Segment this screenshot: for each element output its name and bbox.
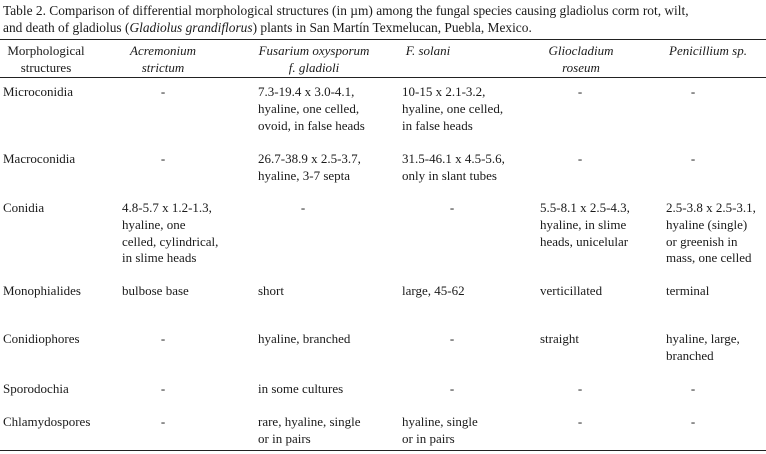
table-cell-line: - <box>449 381 455 396</box>
table-cell <box>402 414 478 448</box>
column-header-0 <box>1 43 91 77</box>
table-cell-line: hyaline, branched <box>258 331 351 346</box>
table-cell-line: in slime heads <box>122 250 197 266</box>
table-cell-line: - <box>160 151 166 166</box>
table-cell-line: ovoid, in false heads <box>258 117 365 133</box>
table-header-rule <box>0 77 766 78</box>
table-cell-line: bulbose base <box>122 283 189 298</box>
column-header-2 <box>239 43 389 77</box>
table-cell-line: 4.8-5.7 x 1.2-1.3, <box>122 200 212 215</box>
table-cell <box>153 151 173 168</box>
column-header-5 <box>653 43 763 60</box>
table-cell-line: in false heads <box>402 117 473 133</box>
table-cell <box>402 283 465 300</box>
table-cell-line: hyaline, 3-7 septa <box>258 167 351 183</box>
column-header-4 <box>526 43 636 77</box>
table-cell-line: - <box>160 84 166 99</box>
table-cell-line: 7.3-19.4 x 3.0-4.1, <box>258 84 355 99</box>
table-cell-line: or in pairs <box>258 430 311 446</box>
table-cell <box>666 283 709 300</box>
table-cell-line: - <box>690 381 696 396</box>
table-cell <box>666 200 756 267</box>
table-cell-line: only in slant tubes <box>402 167 497 183</box>
table-cell-line: hyaline, large, <box>666 331 740 346</box>
table-cell <box>570 151 590 168</box>
table-cell-line: hyaline, one celled, <box>402 100 504 116</box>
table-cell <box>122 200 218 267</box>
table-cell <box>402 84 503 134</box>
table-cell <box>258 414 361 448</box>
column-header-3-line: F. solani <box>405 43 451 58</box>
table-cell-line: - <box>690 414 696 429</box>
table-cell-line: short <box>258 283 284 298</box>
table-cell-line: branched <box>666 347 714 363</box>
table-cell <box>570 381 590 398</box>
table-cell <box>153 331 173 348</box>
table-cell-line: - <box>449 200 455 215</box>
caption-text-2: and death of gladiolus ( <box>3 20 130 35</box>
table-cell-line: rare, hyaline, single <box>258 414 361 429</box>
table-cell <box>293 200 313 217</box>
table-cell-line: hyaline, in slime <box>540 216 627 232</box>
table-cell <box>442 331 462 348</box>
row-label: Chlamydospores <box>3 414 91 429</box>
row-label: Sporodochia <box>3 381 69 396</box>
table-cell <box>402 151 505 185</box>
table-cell-line: straight <box>540 331 579 346</box>
table-cell-line: - <box>160 331 166 346</box>
table-cell-line: hyaline, single <box>402 414 478 429</box>
table-cell <box>153 381 173 398</box>
table-cell-line: - <box>160 414 166 429</box>
table-cell-line: - <box>300 200 306 215</box>
column-header-5-line: Penicillium sp. <box>669 43 747 58</box>
table-cell <box>683 414 703 431</box>
table-cell <box>153 84 173 101</box>
table-cell-line: hyaline (single) <box>666 216 748 232</box>
table-top-rule <box>0 39 766 40</box>
table-cell-line: or in pairs <box>402 430 455 446</box>
table-cell-line: heads, unicelular <box>540 233 629 249</box>
column-header-0-line: structures <box>20 59 72 75</box>
table-cell-line: 5.5-8.1 x 2.5-4.3, <box>540 200 630 215</box>
column-header-2-line: Fusarium oxysporum <box>258 43 370 58</box>
table-cell <box>258 331 350 348</box>
table-cell <box>258 151 361 185</box>
table-cell-line: hyaline, one <box>122 216 186 232</box>
column-header-1 <box>108 43 218 77</box>
table-bottom-rule <box>0 450 766 451</box>
table-cell-line: - <box>690 84 696 99</box>
table-cell-line: - <box>577 381 583 396</box>
row-label: Macroconidia <box>3 151 76 166</box>
table-cell-line: - <box>577 84 583 99</box>
column-header-2-line: f. gladioli <box>288 59 340 75</box>
row-label: Monophialides <box>3 283 81 298</box>
table-cell-line: - <box>577 151 583 166</box>
table-cell <box>442 200 462 217</box>
column-header-4-line: Gliocladium <box>548 43 614 58</box>
table-cell <box>258 84 365 134</box>
caption-text-1: Table 2. Comparison of differential morphological structures (in µm) among the fungal species causing gladiolus corm rot, wilt, <box>3 3 689 18</box>
row-label: Conidia <box>3 200 45 215</box>
table-cell <box>153 414 173 431</box>
column-header-4-line: roseum <box>562 59 600 75</box>
table-cell-line: - <box>449 331 455 346</box>
table-cell-line: in some cultures <box>258 381 344 396</box>
table-cell-line: - <box>160 381 166 396</box>
table-cell-line: or greenish in <box>666 233 738 249</box>
table-cell-line: mass, one celled <box>666 250 752 266</box>
table-cell <box>683 151 703 168</box>
table-cell-line: - <box>690 151 696 166</box>
column-header-3 <box>383 43 473 60</box>
row-label: Microconidia <box>3 84 74 99</box>
table-cell <box>666 331 740 365</box>
table-cell <box>540 331 579 348</box>
table-cell-line: celled, cylindrical, <box>122 233 219 249</box>
table-cell-line: - <box>577 414 583 429</box>
column-header-1-line: Acremonium <box>130 43 196 58</box>
caption-text-3: ) plants in San Martín Texmelucan, Puebla, Mexico. <box>252 20 532 35</box>
table-cell-line: large, 45-62 <box>402 283 465 298</box>
table-caption <box>3 2 763 36</box>
column-header-1-line: strictum <box>141 59 185 75</box>
caption-species-name: Gladiolus grandiflorus <box>129 20 253 35</box>
column-header-0-line: Morphological <box>7 43 85 58</box>
table-cell <box>540 283 602 300</box>
table-cell <box>683 381 703 398</box>
table-cell-line: 10-15 x 2.1-3.2, <box>402 84 486 99</box>
table-cell <box>258 381 343 398</box>
table-cell <box>122 283 189 300</box>
table-cell <box>570 414 590 431</box>
table-cell <box>442 381 462 398</box>
table-cell <box>570 84 590 101</box>
table-cell-line: 26.7-38.9 x 2.5-3.7, <box>258 151 361 166</box>
table-cell-line: 31.5-46.1 x 4.5-5.6, <box>402 151 505 166</box>
table-cell <box>540 200 630 250</box>
table-cell-line: 2.5-3.8 x 2.5-3.1, <box>666 200 756 215</box>
table-cell-line: terminal <box>666 283 710 298</box>
table-cell-line: hyaline, one celled, <box>258 100 360 116</box>
table-cell <box>258 283 284 300</box>
row-label: Conidiophores <box>3 331 80 346</box>
table-cell-line: verticillated <box>540 283 603 298</box>
table-cell <box>683 84 703 101</box>
